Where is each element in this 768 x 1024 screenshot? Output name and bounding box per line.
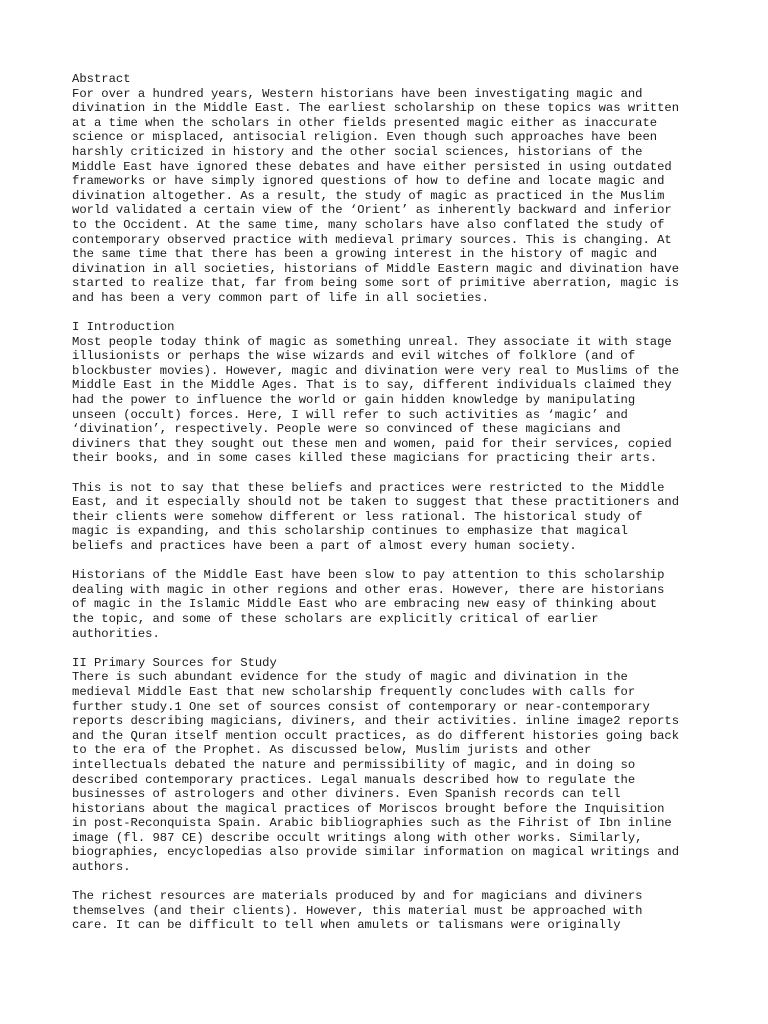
text-line: East, and it especially should not be taken to suggest that these practitioners and bbox=[72, 495, 680, 510]
text-line: their clients were somehow different or less rational. The historical study of bbox=[72, 509, 643, 524]
text-line: authors. bbox=[72, 860, 131, 875]
text-line: beliefs and practices have been a part of almost every human society. bbox=[72, 539, 577, 553]
text-line: unseen (occult) forces. Here, I will refer to such activities as ‘magic’ and bbox=[72, 407, 628, 422]
text-line: image (fl. 987 CE) describe occult writings along with other works. Similarly, bbox=[72, 830, 643, 845]
text-line: and the Quran itself mention occult practices, as do different histories going back bbox=[72, 728, 680, 743]
text-line: Most people today think of magic as something unreal. They associate it with stage bbox=[72, 334, 672, 349]
text-line: authorities. bbox=[72, 626, 160, 641]
text-line: contemporary observed practice with medieval primary sources. This is changing. At bbox=[72, 232, 672, 247]
text-line: care. It can be difficult to tell when amulets or talismans were originally bbox=[72, 918, 621, 933]
text-line: Middle East in the Middle Ages. That is to say, different individuals claimed they bbox=[72, 378, 672, 393]
text-line: world validated a certain view of the ‘Orient’ as inherently backward and inferior bbox=[72, 203, 672, 218]
text-line: Middle East have ignored these debates and have either persisted in using outdated bbox=[72, 159, 672, 174]
text-line: in post-Reconquista Spain. Arabic bibliographies such as the Fihrist of Ibn inline bbox=[72, 816, 672, 831]
text-line: and has been a very common part of life in all societies. bbox=[72, 290, 489, 305]
text-line: medieval Middle East that new scholarship frequently concludes with calls for bbox=[72, 684, 636, 699]
text-line: This is not to say that these beliefs and practices were restricted to the Middle bbox=[72, 480, 665, 495]
text-line: The richest resources are materials produced by and for magicians and diviners bbox=[72, 889, 643, 904]
text-line: magic is expanding, and this scholarship continues to emphasize that magical bbox=[72, 524, 628, 539]
text-line: ‘divination’, respectively. People were so convinced of these magicians and bbox=[72, 422, 621, 437]
section-heading: II Primary Sources for Study bbox=[72, 655, 277, 670]
section-4 bbox=[72, 568, 712, 641]
text-line: started to realize that, far from being some sort of primitive aberration, magic is bbox=[72, 276, 680, 291]
section-2 bbox=[72, 320, 712, 466]
section-1 bbox=[72, 72, 712, 306]
document-page bbox=[72, 72, 712, 948]
text-line: further study.1 One set of sources consist of contemporary or near-contemporary bbox=[72, 699, 650, 714]
text-line: had the power to influence the world or gain hidden knowledge by manipulating bbox=[72, 393, 636, 408]
text-line: Historians of the Middle East have been slow to pay attention to this scholarship bbox=[72, 568, 665, 583]
section-3 bbox=[72, 481, 712, 554]
text-line: reports describing magicians, diviners, and their activities. inline image2 reports bbox=[72, 714, 680, 729]
text-line: the topic, and some of these scholars are explicitly critical of earlier bbox=[72, 611, 599, 626]
text-line: historians about the magical practices of Moriscos brought before the Inquisition bbox=[72, 801, 665, 816]
text-line: intellectuals debated the nature and permissibility of magic, and in doing so bbox=[72, 757, 636, 772]
text-line: There is such abundant evidence for the study of magic and divination in the bbox=[72, 670, 628, 685]
text-line: themselves (and their clients). However, this material must be approached with bbox=[72, 903, 643, 918]
text-line: their books, and in some cases killed these magicians for practicing their arts. bbox=[72, 451, 658, 466]
text-line: businesses of astrologers and other diviners. Even Spanish records can tell bbox=[72, 787, 621, 802]
text-line: described contemporary practices. Legal manuals described how to regulate the bbox=[72, 772, 636, 787]
text-line: divination in the Middle East. The earliest scholarship on these topics was written bbox=[72, 101, 680, 116]
text-line: illusionists or perhaps the wise wizards and evil witches of folklore (and of bbox=[72, 349, 636, 364]
text-line: divination in all societies, historians of Middle Eastern magic and divination have bbox=[72, 261, 680, 276]
text-line: dealing with magic in other regions and other eras. However, there are historians bbox=[72, 582, 665, 597]
text-line: divination altogether. As a result, the study of magic as practiced in the Muslim bbox=[72, 188, 665, 203]
text-line: blockbuster movies). However, magic and divination were very real to Muslims of the bbox=[72, 363, 680, 378]
text-line: of magic in the Islamic Middle East who are embracing new easy of thinking about bbox=[72, 597, 658, 612]
text-line: the same time that there has been a growing interest in the history of magic and bbox=[72, 247, 658, 262]
text-line: harshly criticized in history and the other social sciences, historians of the bbox=[72, 144, 643, 159]
text-line: to the Occident. At the same time, many scholars have also conflated the study of bbox=[72, 217, 665, 232]
section-heading: I Introduction bbox=[72, 320, 175, 335]
section-5 bbox=[72, 656, 712, 875]
section-heading: Abstract bbox=[72, 72, 131, 86]
section-6 bbox=[72, 889, 712, 933]
text-line: frameworks or have simply ignored questions of how to define and locate magic and bbox=[72, 174, 665, 189]
text-line: science or misplaced, antisocial religion. Even though such approaches have been bbox=[72, 130, 658, 145]
text-line: biographies, encyclopedias also provide similar information on magical writings and bbox=[72, 845, 680, 860]
text-line: For over a hundred years, Western historians have been investigating magic and bbox=[72, 86, 643, 101]
text-line: at a time when the scholars in other fields presented magic either as inaccurate bbox=[72, 115, 658, 130]
text-line: to the era of the Prophet. As discussed below, Muslim jurists and other bbox=[72, 743, 592, 758]
text-line: diviners that they sought out these men and women, paid for their services, copied bbox=[72, 436, 672, 451]
